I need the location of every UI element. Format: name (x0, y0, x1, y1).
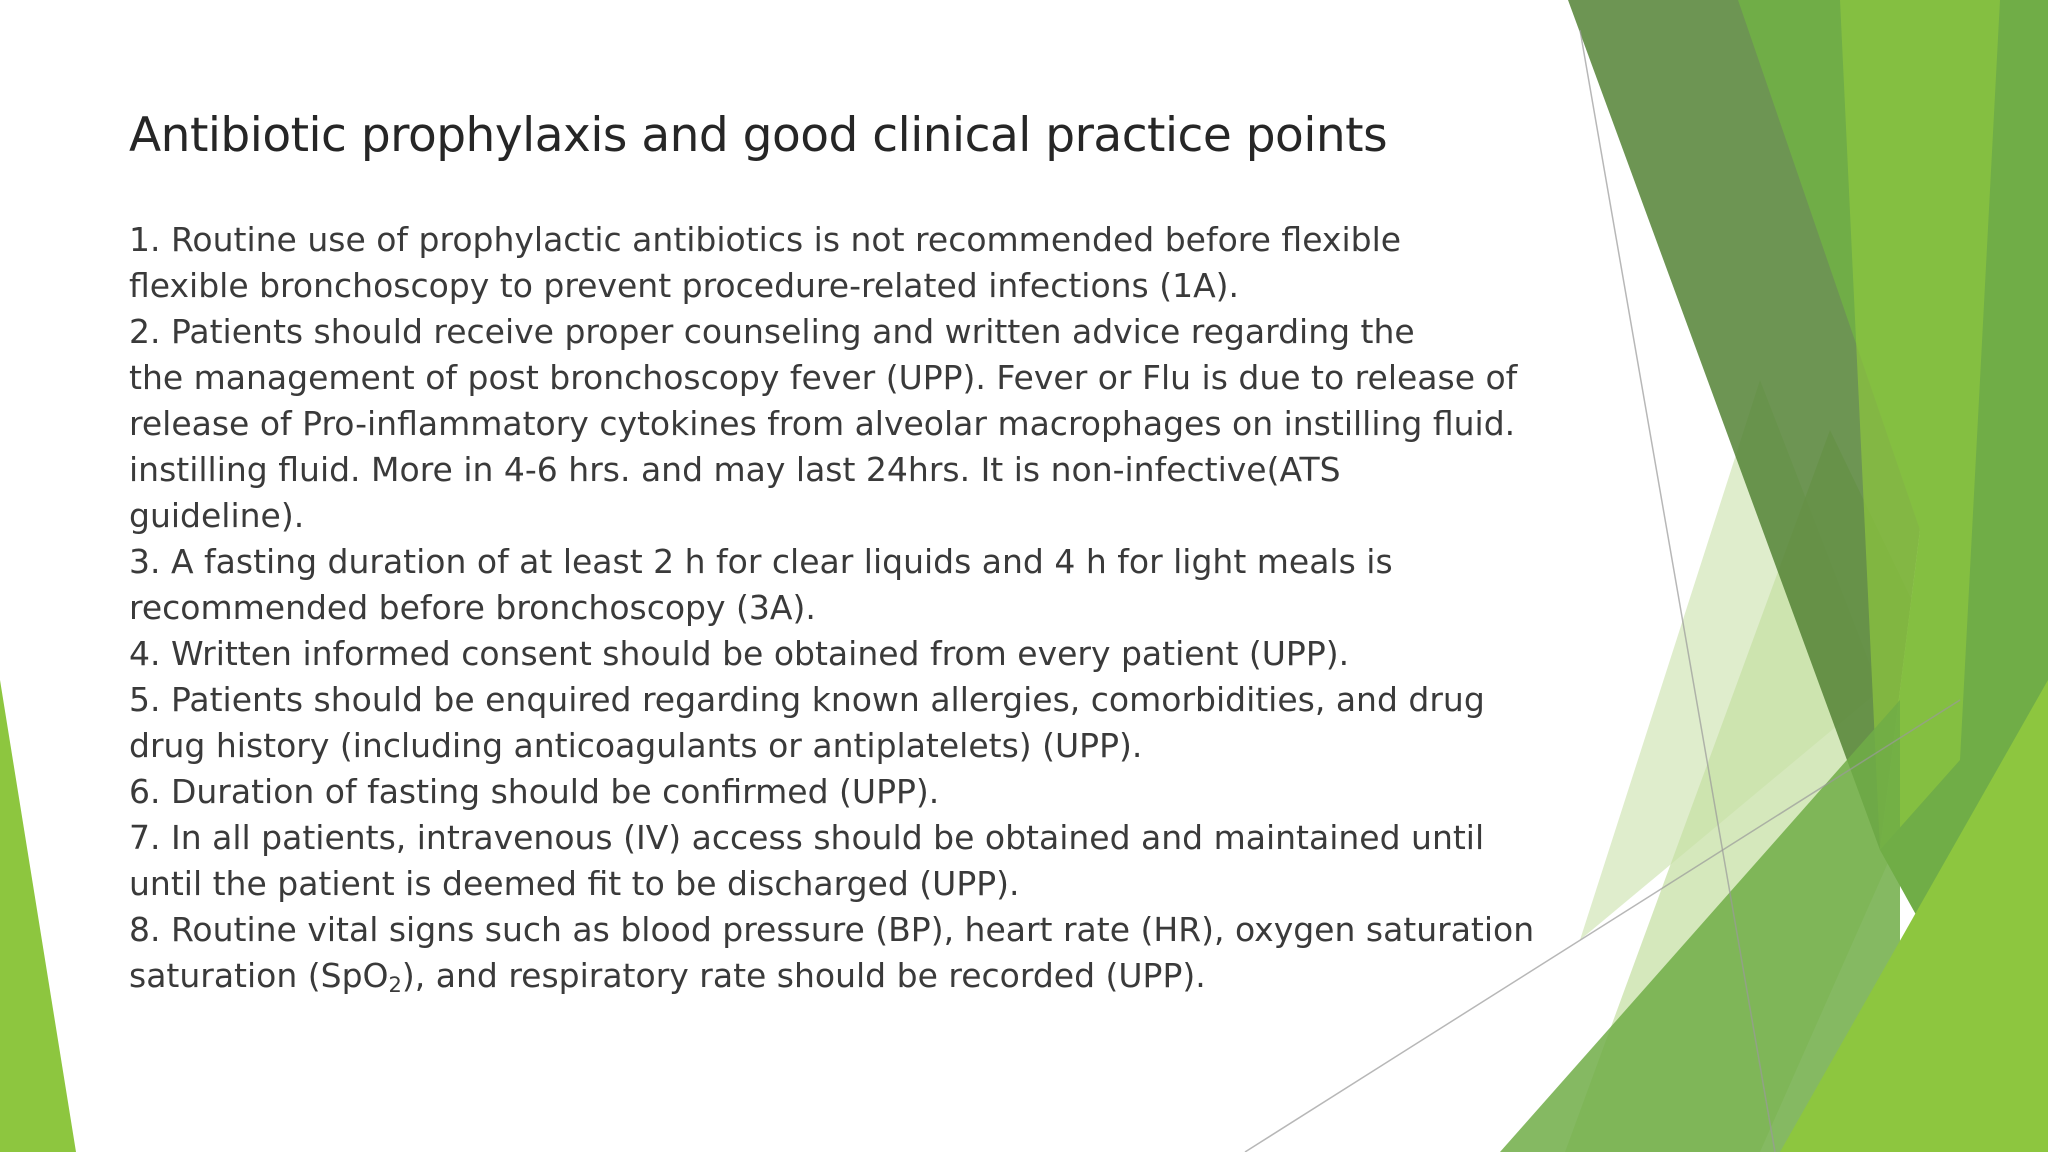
body-line: 3. A fasting duration of at least 2 h for clear liquids and 4 h for light meals is (129, 542, 1393, 581)
body-line: release of Pro-inflammatory cytokines from alveolar macrophages on instilling fluid. (129, 404, 1516, 443)
last-line-before: saturation (SpO (129, 956, 389, 995)
body-line: 5. Patients should be enquired regarding known allergies, comorbidities, and drug (129, 680, 1485, 719)
left-edge-triangle (0, 680, 76, 1152)
body-line: 2. Patients should receive proper counseling and written advice regarding the (129, 312, 1415, 351)
body-line: until the patient is deemed fit to be discharged (UPP). (129, 864, 1020, 903)
subscript-2: 2 (388, 973, 402, 997)
body-line: 4. Written informed consent should be obtained from every patient (UPP). (129, 634, 1350, 673)
slide-body (129, 217, 1549, 999)
body-line: the management of post bronchoscopy fever (UPP). Fever or Flu is due to release of (129, 358, 1518, 397)
body-line: 1. Routine use of prophylactic antibiotics is not recommended before flexible (129, 220, 1402, 259)
body-line: 7. In all patients, intravenous (IV) access should be obtained and maintained until (129, 818, 1485, 857)
body-line: 6. Duration of fasting should be confirmed (UPP). (129, 772, 940, 811)
last-line-after: ), and respiratory rate should be recorded (UPP). (401, 956, 1206, 995)
body-line: guideline). (129, 496, 305, 535)
body-line: drug history (including anticoagulants or antiplatelets) (UPP). (129, 726, 1143, 765)
body-line-last (129, 953, 1549, 999)
body-line: recommended before bronchoscopy (3A). (129, 588, 816, 627)
body-line: 8. Routine vital signs such as blood pressure (BP), heart rate (HR), oxygen saturation (129, 910, 1535, 949)
slide-title: Antibiotic prophylaxis and good clinical practice points (129, 108, 1388, 163)
body-line: instilling fluid. More in 4-6 hrs. and may last 24hrs. It is non-infective(ATS (129, 450, 1341, 489)
body-line: flexible bronchoscopy to prevent procedure-related infections (1A). (129, 266, 1240, 305)
